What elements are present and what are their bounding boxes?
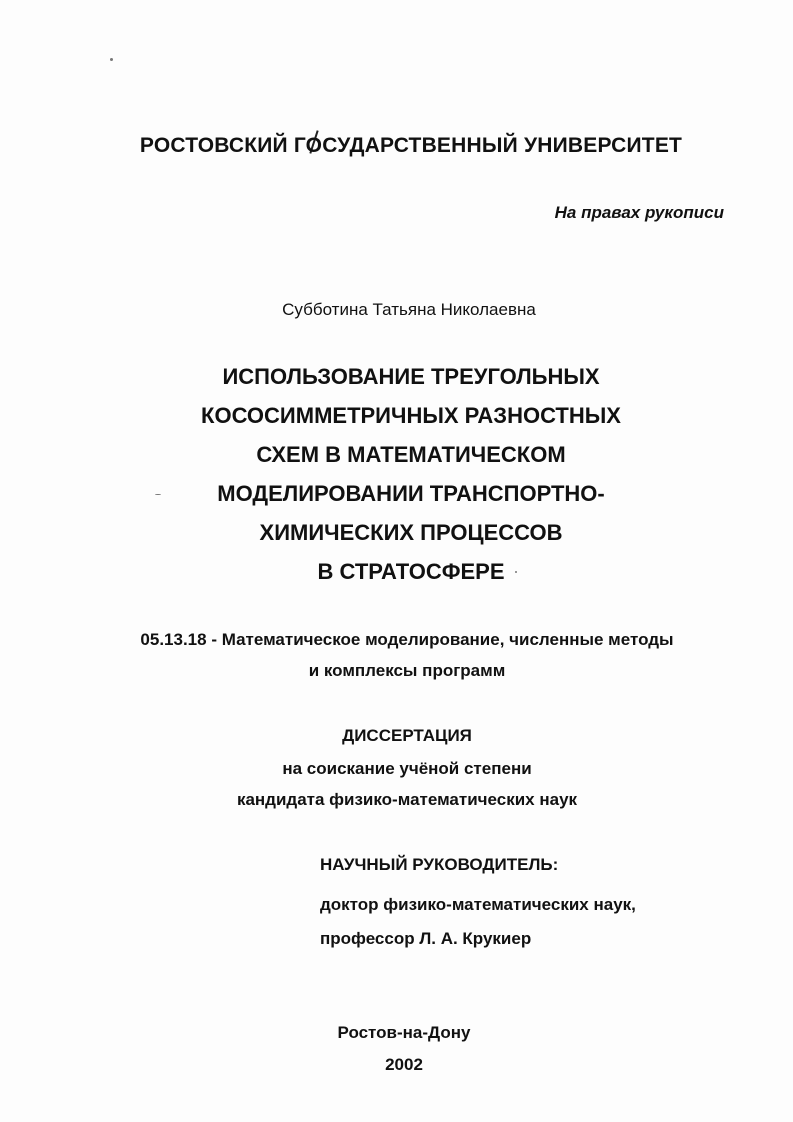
title-line: МОДЕЛИРОВАНИИ ТРАНСПОРТНО- [217, 481, 605, 506]
supervisor-degree: доктор физико-математических наук, [320, 895, 636, 914]
supervisor-name: профессор Л. А. Крукиер [320, 929, 532, 948]
title-line: В СТРАТОСФЕРЕ [317, 559, 505, 584]
university-name: РОСТОВСКИЙ ГОСУДАРСТВЕННЫЙ УНИВЕРСИТЕТ [139, 134, 683, 157]
title-line: ИСПОЛЬЗОВАНИЕ ТРЕУГОЛЬНЫХ [222, 364, 600, 389]
scan-speck [110, 58, 113, 61]
degree-line: на соискание учёной степени [282, 759, 532, 778]
degree-line: кандидата физико-математических наук [236, 790, 578, 809]
author-name: Субботина Татьяна Николаевна [282, 300, 536, 319]
specialty-line: и комплексы программ [308, 661, 506, 680]
year: 2002 [385, 1055, 423, 1074]
title-line: ХИМИЧЕСКИХ ПРОЦЕССОВ [259, 520, 563, 545]
dissertation-heading: ДИССЕРТАЦИЯ [342, 726, 472, 745]
specialty-line: 05.13.18 - Математическое моделирование, численные методы [140, 630, 674, 649]
manuscript-note: На правах рукописи [554, 203, 724, 222]
title-line: СХЕМ В МАТЕМАТИЧЕСКОМ [256, 442, 566, 467]
city: Ростов-на-Дону [337, 1023, 471, 1042]
title-line: КОСОСИММЕТРИЧНЫХ РАЗНОСТНЫХ [201, 403, 621, 428]
supervisor-heading: НАУЧНЫЙ РУКОВОДИТЕЛЬ: [320, 855, 559, 874]
